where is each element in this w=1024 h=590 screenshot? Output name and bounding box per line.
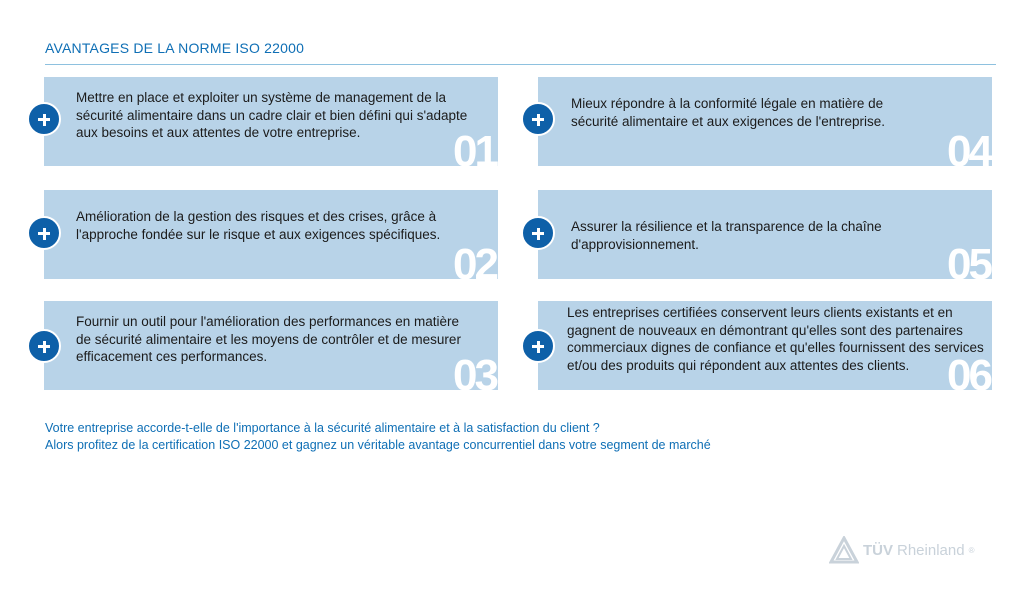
- plus-icon: [27, 329, 61, 363]
- footer-line-1: Votre entreprise accorde-t-elle de l'importance à la sécurité alimentaire et à la satisfaction du client ?: [45, 421, 600, 435]
- page-title: AVANTAGES DE LA NORME ISO 22000: [45, 40, 305, 56]
- title-divider: [45, 64, 996, 65]
- registered-mark: ®: [968, 545, 975, 555]
- benefit-card-02: [44, 189, 498, 279]
- logo-brand: TÜV: [863, 541, 893, 559]
- footer-note: [45, 420, 711, 454]
- benefit-text: Les entreprises certifiées conservent leurs clients existants et en gagnent de nouveaux en démontrant qu'elles sont des partenaires commerciaux dignes de confiance et qu'elles fournissent des services et/ou des produits qui répondent aux attentes des clients.: [567, 305, 984, 373]
- plus-icon: [521, 102, 555, 136]
- benefit-card-03: [44, 300, 498, 390]
- plus-icon: [27, 216, 61, 250]
- plus-icon: [521, 216, 555, 250]
- benefit-card-05: [538, 189, 992, 279]
- benefit-number: 01: [453, 127, 496, 166]
- benefit-card-04: [538, 76, 992, 166]
- benefit-text: Amélioration de la gestion des risques et des crises, grâce à l'approche fondée sur le risque et aux exigences spécifiques.: [76, 209, 441, 242]
- benefit-card-06: [538, 300, 992, 390]
- benefit-text: Fournir un outil pour l'amélioration des performances en matière de sécurité alimentaire et les moyens de contrôler et de mesurer efficacement ces performances.: [76, 314, 461, 364]
- benefit-number: 03: [453, 351, 496, 390]
- benefit-number: 06: [947, 351, 990, 390]
- tuv-rheinland-logo: [829, 536, 974, 564]
- benefit-text: Assurer la résilience et la transparence de la chaîne d'approvisionnement.: [571, 219, 882, 252]
- benefit-number: 02: [453, 240, 496, 279]
- benefit-text: Mettre en place et exploiter un système de management de la sécurité alimentaire dans un cadre clair et bien défini qui s'adapte aux besoins et aux attentes de votre entreprise.: [76, 90, 468, 140]
- benefit-number: 04: [947, 127, 990, 166]
- benefit-card-01: [44, 76, 498, 166]
- plus-icon: [27, 102, 61, 136]
- plus-icon: [521, 329, 555, 363]
- footer-line-2: Alors profitez de la certification ISO 22000 et gagnez un véritable avantage concurrentiel dans votre segment de marché: [45, 438, 711, 452]
- logo-sub: Rheinland: [897, 541, 965, 559]
- triangle-logo-icon: [829, 536, 859, 564]
- benefit-text: Mieux répondre à la conformité légale en matière de sécurité alimentaire et aux exigences de l'entreprise.: [571, 96, 885, 129]
- benefit-number: 05: [947, 240, 990, 279]
